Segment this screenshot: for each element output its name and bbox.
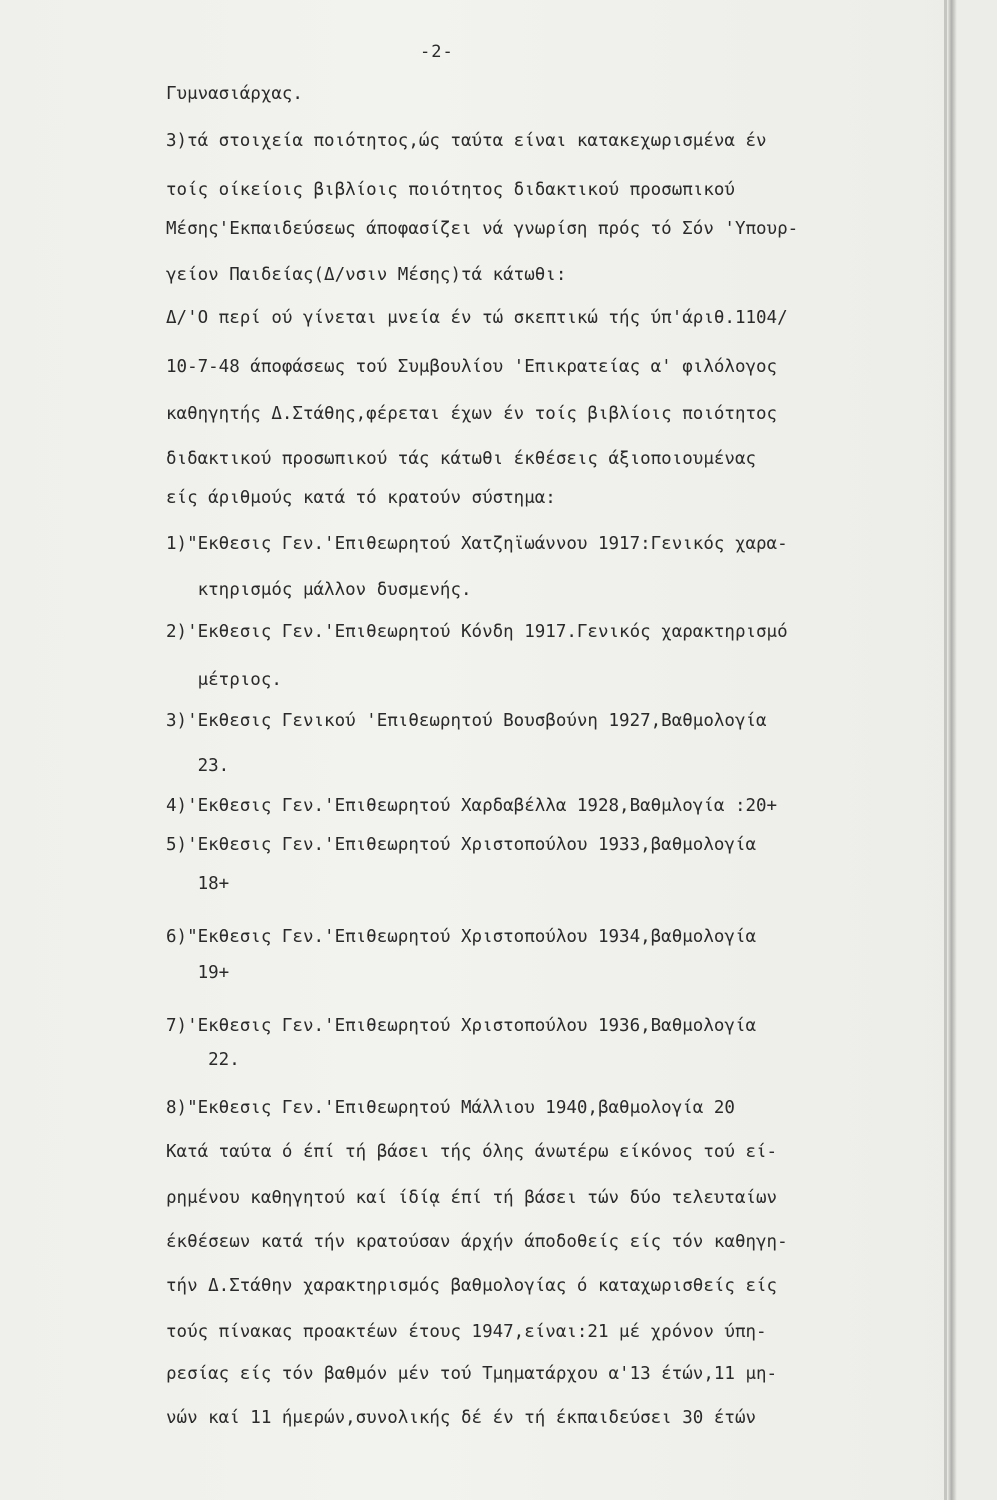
text-line: 3)'Εκθεσις Γενικού 'Επιθεωρητού Βουσβούνη 1927,Βαθμολογία: [166, 711, 767, 731]
text-line: 8)"Εκθεσις Γεν.'Επιθεωρητού Μάλλιου 1940,βαθμολογία 20: [166, 1098, 735, 1118]
text-line: 5)'Εκθεσις Γεν.'Επιθεωρητού Χριστοπούλου 1933,βαθμολογία: [166, 835, 757, 855]
text-line: ρεσίας είς τόν βαθμόν μέν τού Τμηματάρχου α'13 έτών,11 μη-: [166, 1364, 778, 1384]
text-line: 18+: [166, 874, 230, 894]
text-line: Μέσης'Εκπαιδεύσεως άποφασίζει νά γνωρίση πρός τό Σόν 'Υπουρ-: [166, 219, 799, 239]
text-line: τοίς οίκείοις βιβλίοις ποιότητος διδακτικού προσωπικού: [166, 180, 735, 200]
text-line: τούς πίνακας προακτέων έτους 1947,είναι:21 μέ χρόνον ύπη-: [166, 1322, 767, 1342]
text-line: 6)"Εκθεσις Γεν.'Επιθεωρητού Χριστοπούλου 1934,βαθμολογία: [166, 927, 757, 947]
text-line: 23.: [166, 756, 230, 776]
text-line: 1)"Εκθεσις Γεν.'Επιθεωρητού Χατζηϊωάννου 1917:Γενικός χαρα-: [166, 534, 788, 554]
text-line: καθηγητής Δ.Στάθης,φέρεται έχων έν τοίς βιβλίοις ποιότητος: [166, 404, 778, 424]
text-line: διδακτικού προσωπικού τάς κάτωθι έκθέσεις άξιοποιουμένας: [166, 449, 757, 469]
text-line: είς άριθμούς κατά τό κρατούν σύστημα:: [166, 488, 556, 508]
text-line: 22.: [166, 1050, 240, 1070]
text-line: 2)'Εκθεσις Γεν.'Επιθεωρητού Κόνδη 1917.Γενικός χαρακτηρισμό: [166, 622, 788, 642]
page-binding-shadow: [947, 0, 957, 1500]
text-line: Κατά ταύτα ό έπί τή βάσει τής όλης άνωτέρω είκόνος τού εί-: [166, 1142, 778, 1162]
text-line: Γυμνασιάρχας.: [166, 84, 303, 104]
text-line: 10-7-48 άποφάσεως τού Συμβουλίου 'Επικρατείας α' φιλόλογος: [166, 357, 778, 377]
text-line: κτηρισμός μάλλον δυσμενής.: [166, 580, 472, 600]
text-line: ρημένου καθηγητού καί ίδίᾳ έπί τή βάσει τών δύο τελευταίων: [166, 1188, 778, 1208]
text-line: Δ/'Ο περί ού γίνεται μνεία έν τώ σκεπτικώ τής ύπ'άριθ.1104/: [166, 308, 788, 328]
text-line: 3)τά στοιχεία ποιότητος,ώς ταύτα είναι κατακεχωρισμένα έν: [166, 131, 767, 151]
page-binding-edge: [944, 0, 947, 1500]
text-line: 7)'Εκθεσις Γεν.'Επιθεωρητού Χριστοπούλου 1936,Βαθμολογία: [166, 1016, 757, 1036]
text-line: τήν Δ.Στάθην χαρακτηρισμός βαθμολογίας ό καταχωρισθείς είς: [166, 1276, 778, 1296]
page-number: -2-: [420, 42, 454, 62]
text-line: μέτριος.: [166, 670, 282, 690]
text-line: 19+: [166, 963, 230, 983]
text-line: έκθέσεων κατά τήν κρατούσαν άρχήν άποδοθείς είς τόν καθηγη-: [166, 1232, 788, 1252]
text-line: 4)'Εκθεσις Γεν.'Επιθεωρητού Χαρδαβέλλα 1928,Βαθμλογία :20+: [166, 796, 778, 816]
text-line: γείον Παιδείας(Δ/νσιν Μέσης)τά κάτωθι:: [166, 265, 567, 285]
text-line: νών καί 11 ήμερών,συνολικής δέ έν τή έκπαιδεύσει 30 έτών: [166, 1408, 757, 1428]
